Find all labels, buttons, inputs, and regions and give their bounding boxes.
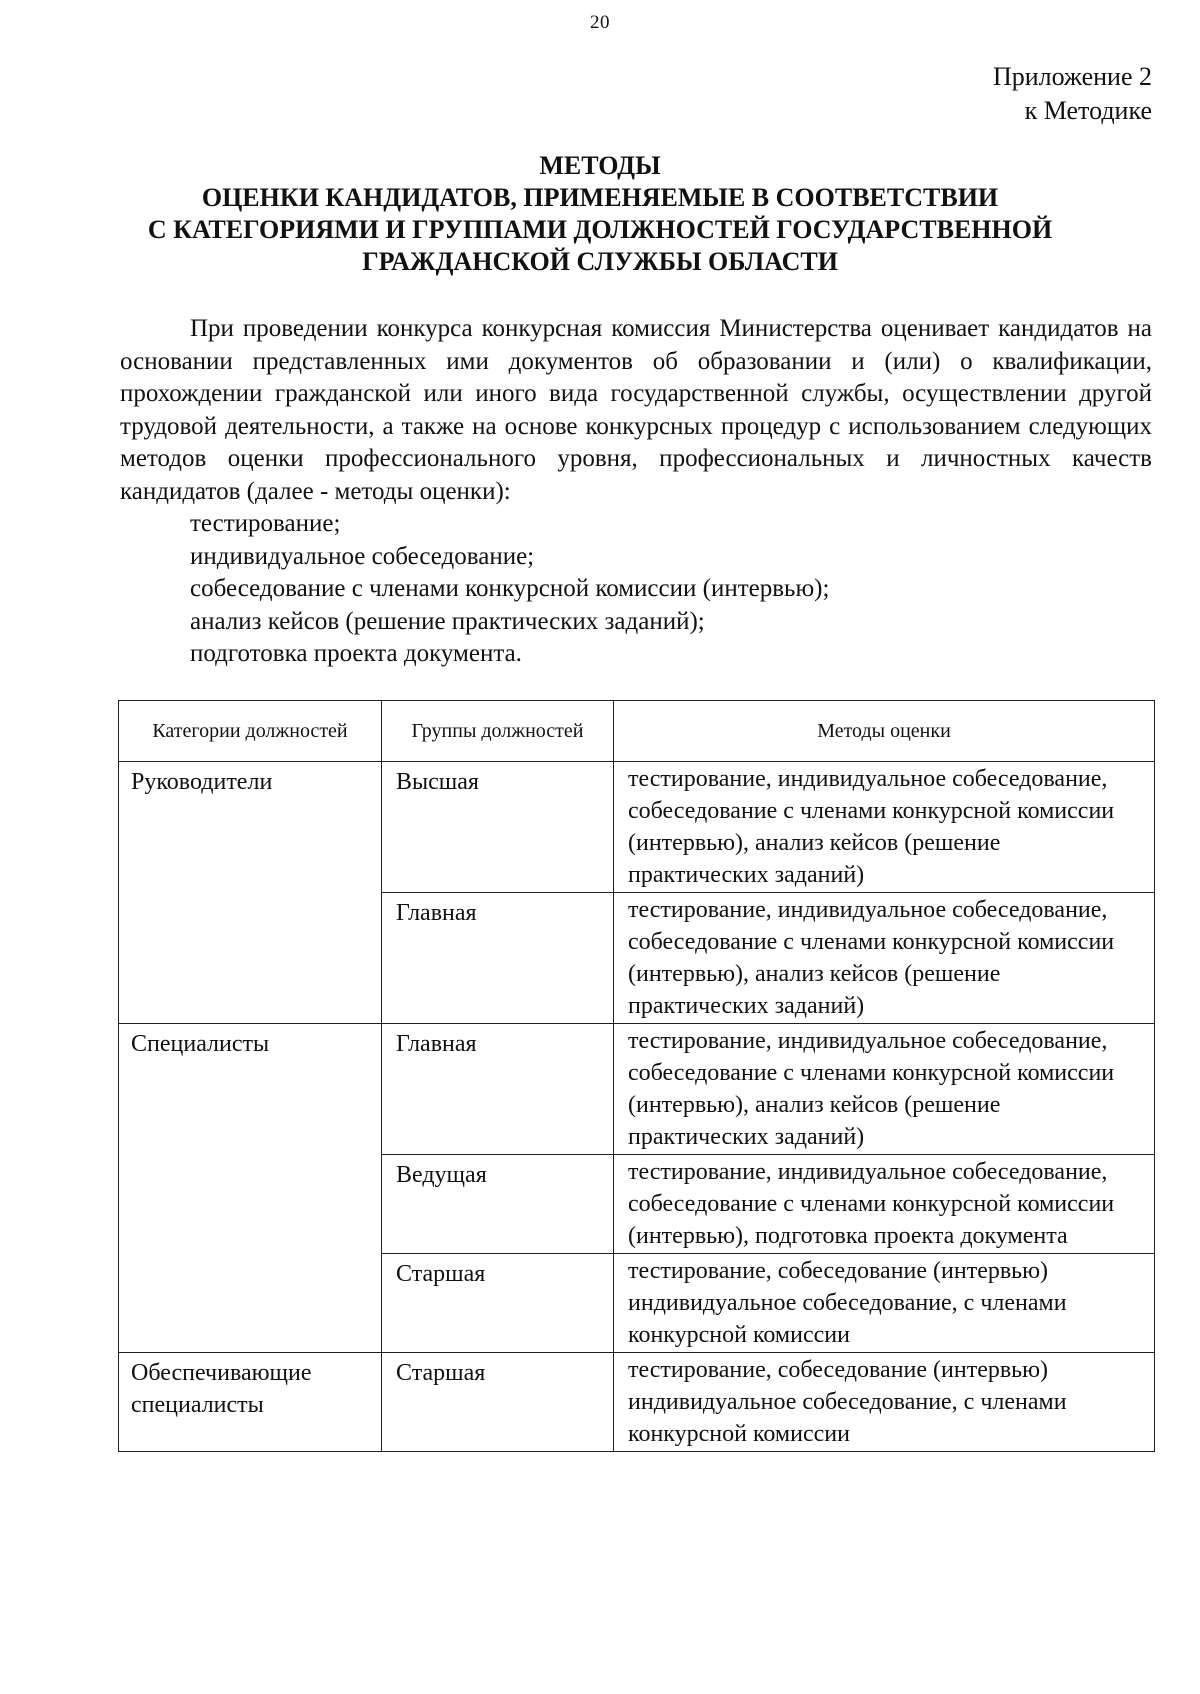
table-row xyxy=(119,1024,1155,1155)
list-item: подготовка проекта документа. xyxy=(190,640,522,667)
appendix-label xyxy=(993,60,1152,128)
list-item: анализ кейсов (решение практических заданий); xyxy=(190,607,705,635)
page-number: 20 xyxy=(590,12,610,33)
table-row xyxy=(119,1155,1155,1254)
header-group: Группы должностей xyxy=(382,701,614,762)
header-category: Категории должностей xyxy=(119,701,382,762)
cell-methods: тестирование, собеседование (интервью) индивидуальное собеседование, с членами конкурсной комиссии xyxy=(614,1353,1155,1452)
cell-group: Главная xyxy=(382,893,614,1024)
title-line-1: МЕТОДЫ xyxy=(539,151,661,180)
document-title xyxy=(0,150,1200,278)
list-item: тестирование; xyxy=(190,510,341,537)
cell-methods: тестирование, собеседование (интервью) индивидуальное собеседование, с членами конкурсной комиссии xyxy=(614,1254,1155,1353)
cell-category xyxy=(119,1254,382,1353)
title-line-4: ГРАЖДАНСКОЙ СЛУЖБЫ ОБЛАСТИ xyxy=(362,247,838,276)
methods-list xyxy=(190,508,829,671)
cell-methods: тестирование, индивидуальное собеседование, собеседование с членами конкурсной комиссии (интервью), анализ кейсов (решение практических заданий) xyxy=(614,1024,1155,1155)
table-header-row xyxy=(119,701,1155,762)
assessment-methods-table xyxy=(118,700,1155,1452)
list-item: собеседование с членами конкурсной комиссии (интервью); xyxy=(190,575,830,602)
table-row xyxy=(119,893,1155,1024)
cell-group: Главная xyxy=(382,1024,614,1155)
cell-methods: тестирование, индивидуальное собеседование, собеседование с членами конкурсной комиссии (интервью), анализ кейсов (решение практических заданий) xyxy=(614,762,1155,893)
list-item: индивидуальное собеседование; xyxy=(190,542,535,570)
intro-paragraph-block xyxy=(120,313,1152,508)
appendix-line-2: к Методике xyxy=(1024,96,1152,125)
cell-category: Обеспечивающие специалисты xyxy=(119,1353,382,1452)
cell-group: Ведущая xyxy=(382,1155,614,1254)
cell-group: Старшая xyxy=(382,1254,614,1353)
cell-group: Старшая xyxy=(382,1353,614,1452)
intro-paragraph: При проведении конкурса конкурсная комиссия Министерства оценивает кандидатов на основании представленных ими документов об образовании и (или) о квалификации, прохождении гражданской или иного вида государственной службы, осуществлении другой трудовой деятельности, а также на основе конкурсных процедур с использованием следующих методов оценки профессионального уровня, профессиональных и личностных качеств кандидатов (далее - методы оценки): xyxy=(120,315,1152,505)
cell-methods: тестирование, индивидуальное собеседование, собеседование с членами конкурсной комиссии (интервью), анализ кейсов (решение практических заданий) xyxy=(614,893,1155,1024)
cell-category xyxy=(119,893,382,1024)
table-row xyxy=(119,762,1155,893)
table-row xyxy=(119,1254,1155,1353)
title-line-3: С КАТЕГОРИЯМИ И ГРУППАМИ ДОЛЖНОСТЕЙ ГОСУДАРСТВЕННОЙ xyxy=(147,215,1053,244)
cell-category: Руководители xyxy=(119,762,382,893)
cell-group: Высшая xyxy=(382,762,614,893)
title-line-2: ОЦЕНКИ КАНДИДАТОВ, ПРИМЕНЯЕМЫЕ В СООТВЕТСТВИИ xyxy=(201,183,999,212)
cell-category: Специалисты xyxy=(119,1024,382,1155)
table-row xyxy=(119,1353,1155,1452)
appendix-line-1: Приложение 2 xyxy=(992,62,1152,91)
header-methods: Методы оценки xyxy=(614,701,1155,762)
cell-category xyxy=(119,1155,382,1254)
cell-methods: тестирование, индивидуальное собеседование, собеседование с членами конкурсной комиссии (интервью), подготовка проекта документа xyxy=(614,1155,1155,1254)
